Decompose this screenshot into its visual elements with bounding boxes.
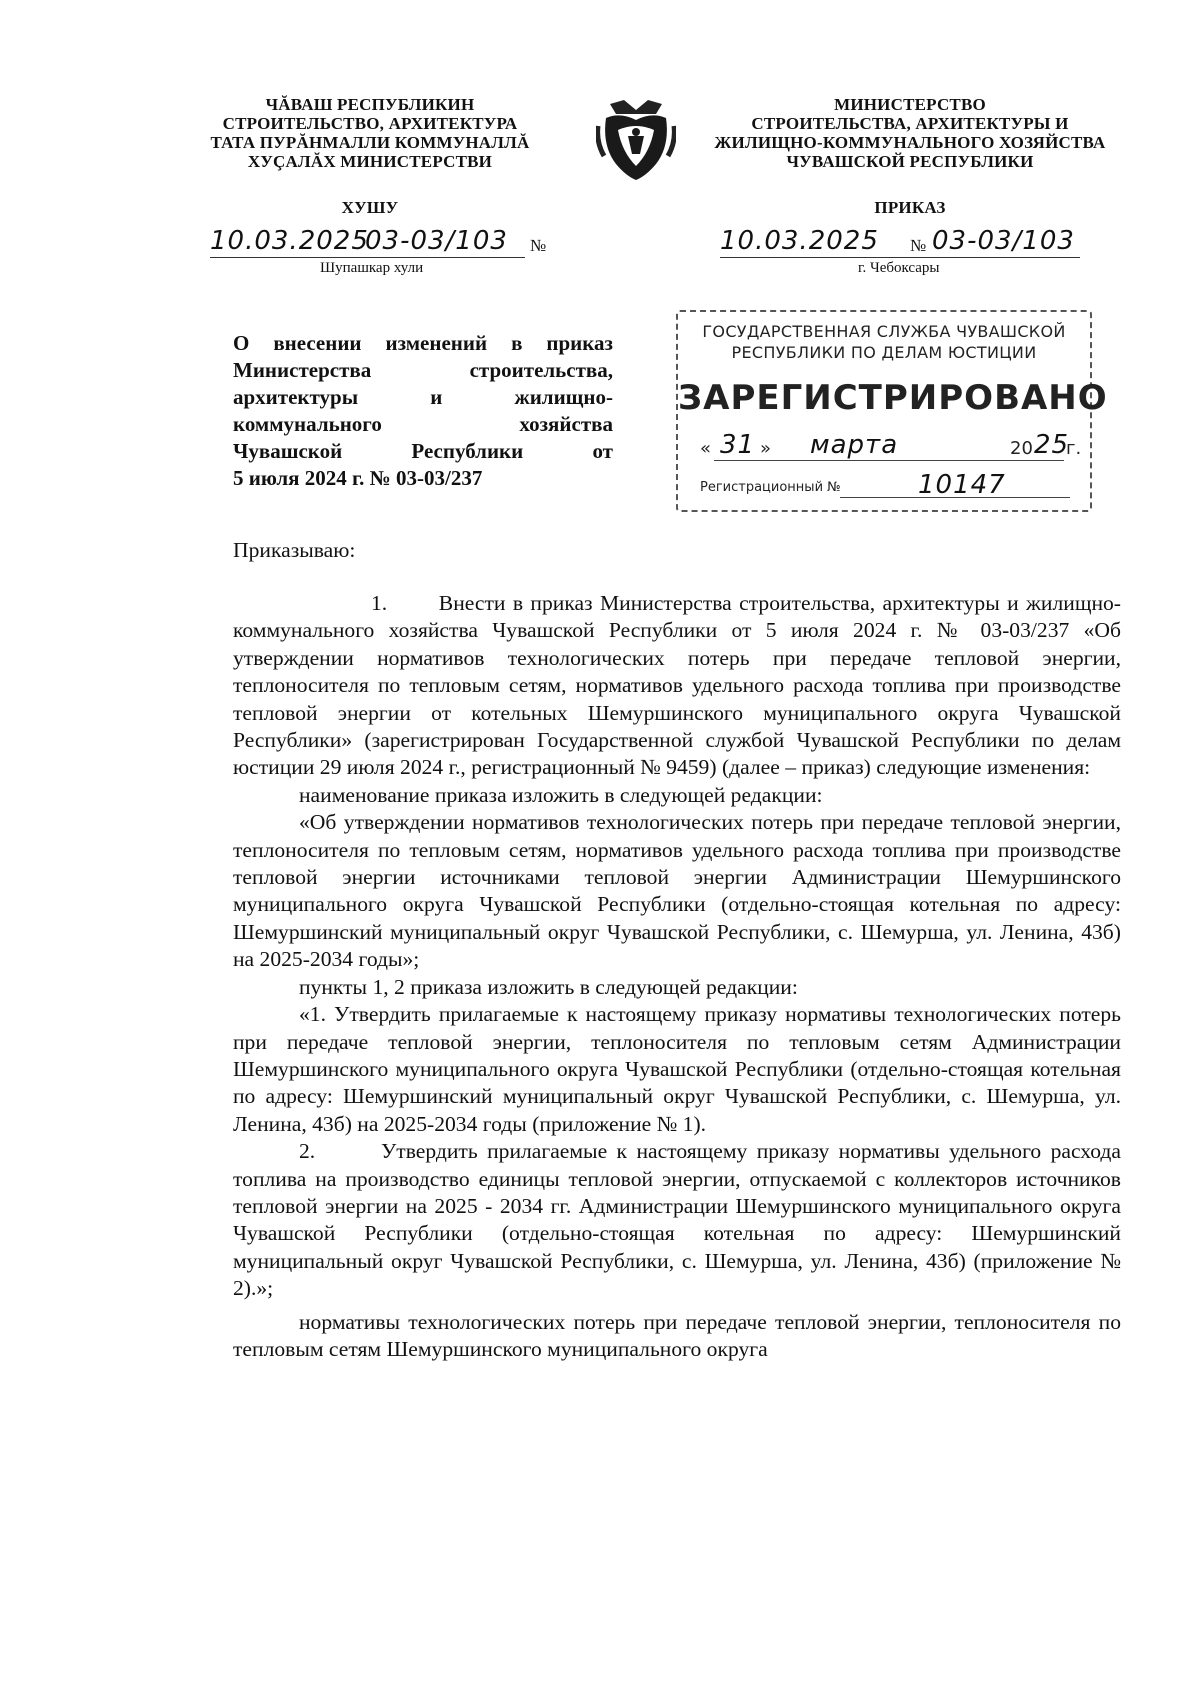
paragraph-4: пункты 1, 2 приказа изложить в следующей редакции: xyxy=(299,974,798,999)
header-left-doc-type: ХУШУ xyxy=(341,198,399,217)
title-line5: Чувашской Республики от xyxy=(233,439,613,463)
stamp-date-underline xyxy=(714,460,1064,461)
header-left-line3: ТАТА ПУРĂНМАЛЛИ КОММУНАЛЛĂ xyxy=(210,133,530,152)
header-right-line2: СТРОИТЕЛЬСТВА, АРХИТЕКТУРЫ И xyxy=(751,114,1069,133)
paragraph-1: 1. Внести в приказ Министерства строительства, архитектуры и жилищно-коммунального хозяйства Чувашской Республики от 5 июля 2024 г. № 03-03/237 «Об утверждении нормативов технологических потерь при передаче тепловой энергии, теплоносителя по тепловым сетям, нормативов удельного расхода топлива при производстве тепловой энергии от котельных Шемуршинского муниципального округа Чувашской Республики» (зарегистрирован Государственной службой Чувашской Республики по делам юстиции 29 июля 2024 г., регистрационный № 9459) (далее – приказ) следующие изменения: xyxy=(233,591,1121,780)
stamp-reg-handwritten: 10147 xyxy=(918,470,1006,500)
header-right-place: г. Чебоксары xyxy=(858,260,940,276)
stamp-reg-row xyxy=(700,470,1080,500)
left-number-handwritten: 03-03/103 xyxy=(365,226,508,256)
title-line6: 5 июля 2024 г. № 03-03/237 xyxy=(233,466,483,490)
document-body xyxy=(233,590,1121,1363)
header-right-line1: МИНИСТЕРСТВО xyxy=(834,95,986,114)
right-date-underline xyxy=(720,257,1080,258)
left-number-sign: № xyxy=(530,236,547,255)
header-right-line4: ЧУВАШСКОЙ РЕСПУБЛИКИ xyxy=(786,152,1034,171)
right-date-handwritten: 10.03.2025 xyxy=(720,226,879,256)
coat-of-arms-emblem xyxy=(596,96,676,184)
stamp-year-suffix: г. xyxy=(1066,438,1082,459)
header-left-line1: ЧĂВАШ РЕСПУБЛИКИН xyxy=(265,95,475,114)
paragraph-3: «Об утверждении нормативов технологических потерь при передаче тепловой энергии, теплоносителя по тепловым сетям, нормативов удельного расхода топлива при производстве тепловой энергии источниками тепловой энергии Администрации Шемуршинского муниципального округа Чувашской Республики (отдельно-стоящая котельная по адресу: Шемуршинский муниципальный округ Чувашской Республики, с. Шемурша, ул. Ленина, 43б) на 2025-2034 годы»; xyxy=(233,810,1121,972)
paragraph-5: «1. Утвердить прилагаемые к настоящему приказу нормативы технологических потерь при передаче тепловой энергии, теплоносителя по тепловым сетям Администрации Шемуршинского муниципального округа Чувашской Республики (отдельно-стоящая котельная по адресу: Шемуршинский муниципальный округ Чувашской Республики, с. Шемурша, ул. Ленина, 43б) на 2025-2034 годы (приложение № 1). xyxy=(233,1002,1121,1136)
header-right xyxy=(690,95,1130,171)
stamp-date-row xyxy=(700,430,1080,462)
stamp-org-line1: ГОСУДАРСТВЕННАЯ СЛУЖБА ЧУВАШСКОЙ xyxy=(702,322,1066,341)
stamp-quote-close: » xyxy=(760,438,772,459)
stamp-day-handwritten: 31 xyxy=(720,430,756,460)
stamp-year-prefix: 20 xyxy=(1010,438,1033,459)
document-title xyxy=(233,330,613,492)
left-date-underline xyxy=(210,257,525,258)
stamp-org-line2: РЕСПУБЛИКИ ПО ДЕЛАМ ЮСТИЦИИ xyxy=(731,343,1037,362)
header-right-date-row xyxy=(720,226,1100,260)
paragraph-6: 2. Утвердить прилагаемые к настоящему приказу нормативы удельного расхода топлива на производство единицы тепловой энергии, отпускаемой с коллекторов источников тепловой энергии на 2025 - 2034 гг. Администрации Шемуршинского муниципального округа Чувашской Республики (отдельно-стоящая котельная по адресу: Шемуршинский муниципальный округ Чувашской Республики, с. Шемурша, ул. Ленина, 43б) (приложение № 2).»; xyxy=(233,1139,1121,1301)
header-left-date-row xyxy=(210,226,550,260)
order-word: Приказываю: xyxy=(233,538,356,562)
title-line4: коммунального хозяйства xyxy=(233,412,613,436)
header-right-doc-type: ПРИКАЗ xyxy=(874,198,946,217)
right-number-handwritten: 03-03/103 xyxy=(932,226,1075,256)
header-left-line2: СТРОИТЕЛЬСТВО, АРХИТЕКТУРА xyxy=(222,114,518,133)
paragraph-7: нормативы технологических потерь при передаче тепловой энергии, теплоносителя по тепловым сетям Шемуршинского муниципального округа xyxy=(233,1309,1121,1361)
title-line1: О внесении изменений в приказ xyxy=(233,331,613,355)
right-number-sign: № xyxy=(910,236,927,255)
stamp-year-handwritten: 25 xyxy=(1034,430,1070,460)
stamp-reg-label: Регистрационный № xyxy=(700,480,841,495)
header-left-place: Шупашкар хули xyxy=(320,260,424,276)
stamp-reg-underline xyxy=(840,497,1070,498)
registration-stamp xyxy=(676,310,1108,512)
stamp-quote-open: « xyxy=(700,438,712,459)
paragraph-2: наименование приказа изложить в следующей редакции: xyxy=(299,782,823,807)
header-left-line4: ХУÇАЛĂХ МИНИСТЕРСТВИ xyxy=(247,152,493,171)
stamp-month-handwritten: марта xyxy=(810,430,899,460)
title-line2: Министерства строительства, xyxy=(233,358,613,382)
header-left xyxy=(190,95,550,171)
header-right-line3: ЖИЛИЩНО-КОММУНАЛЬНОГО ХОЗЯЙСТВА xyxy=(714,133,1106,152)
stamp-status: ЗАРЕГИСТРИРОВАНО xyxy=(678,378,1108,418)
title-line3: архитектуры и жилищно- xyxy=(233,385,613,409)
left-date-handwritten: 10.03.2025 xyxy=(210,226,369,256)
